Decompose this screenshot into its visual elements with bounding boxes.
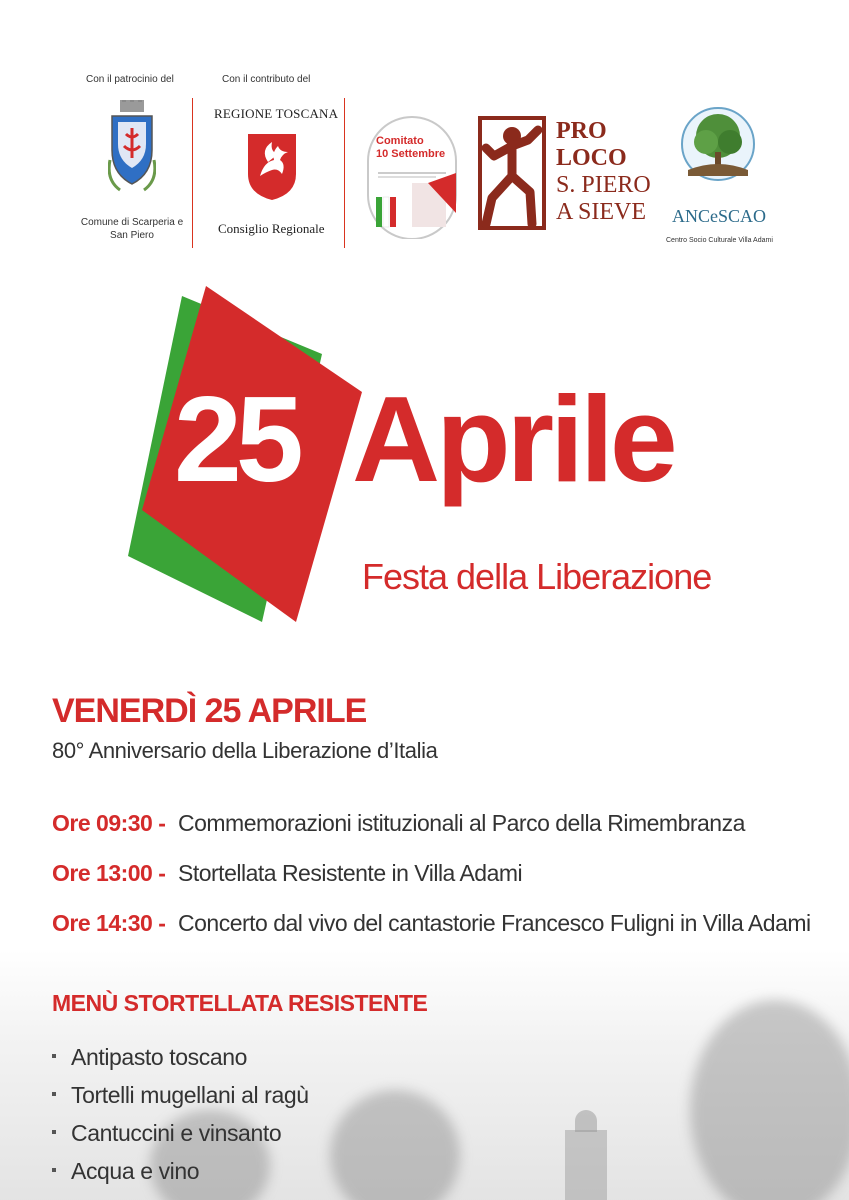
comitato-title: Comitato 10 Settembre [376,135,446,160]
event-time: Ore 13:00 - [52,860,166,886]
event-time: Ore 09:30 - [52,810,166,836]
title-subtitle: Festa della Liberazione [362,556,712,597]
contributo-label: Con il contributo del [222,74,311,85]
anniversary-subtitle: 80° Anniversario della Liberazione d’Italia [52,738,438,763]
patrocinio-label: Con il patrocinio del [86,74,174,85]
ancescao-subtitle: Centro Socio Culturale Villa Adami [666,237,773,244]
poster: Con il patrocinio del Con il contributo del Comune di Scarperia e San Piero REGIONE TOSCANA Consiglio Regionale Comitato 10 Settembre PRO LOCO S. PIERO A SIEVE ANCeSCAO Centro Socio Culturale Villa Adami 25 Aprile Festa della Liberazione VENERDÌ 25 APRILE 80° Anniversario della Liberazione d’Italia Ore 09:30 - Commemorazioni istituzionali al Parco della Rimembranza Ore 13:00 - Stortellata Resistente in Villa Adami Ore 14:30 - Concerto dal vivo del cantastorie Francesco Fuligni in Villa Adami MENÙ STORTELLATA RESISTENTE Antipasto toscano Tortelli mugellani al ragù Cantuccini e vinsanto Acqua e vino [0,0,849,1200]
bullet-icon [52,1054,56,1058]
event-time: Ore 14:30 - [52,910,166,936]
bullet-icon [52,1168,56,1172]
title-number: 25 [174,371,298,507]
comune-name: Comune di Scarperia e San Piero [80,217,184,241]
regione-title: REGIONE TOSCANA [214,106,339,121]
tower-silhouette [565,1130,607,1200]
event-description: Stortellata Resistente in Villa Adami [178,860,523,886]
event-row [52,860,523,887]
regione-subtitle: Consiglio Regionale [218,221,325,236]
date-heading: VENERDÌ 25 APRILE [52,692,367,730]
event-description: Concerto dal vivo del cantastorie Francesco Fuligni in Villa Adami [178,910,811,936]
event-row [52,810,745,837]
bullet-icon [52,1092,56,1096]
bullet-icon [52,1130,56,1134]
menu-heading: MENÙ STORTELLATA RESISTENTE [52,990,428,1016]
ancescao-name: ANCeSCAO [672,206,767,226]
tower-silhouette [575,1110,597,1132]
event-row [52,910,811,937]
event-description: Commemorazioni istituzionali al Parco della Rimembranza [178,810,745,836]
proloco-wordmark: PRO LOCO S. PIERO A SIEVE [556,118,651,225]
title-word: Aprile [352,371,674,507]
